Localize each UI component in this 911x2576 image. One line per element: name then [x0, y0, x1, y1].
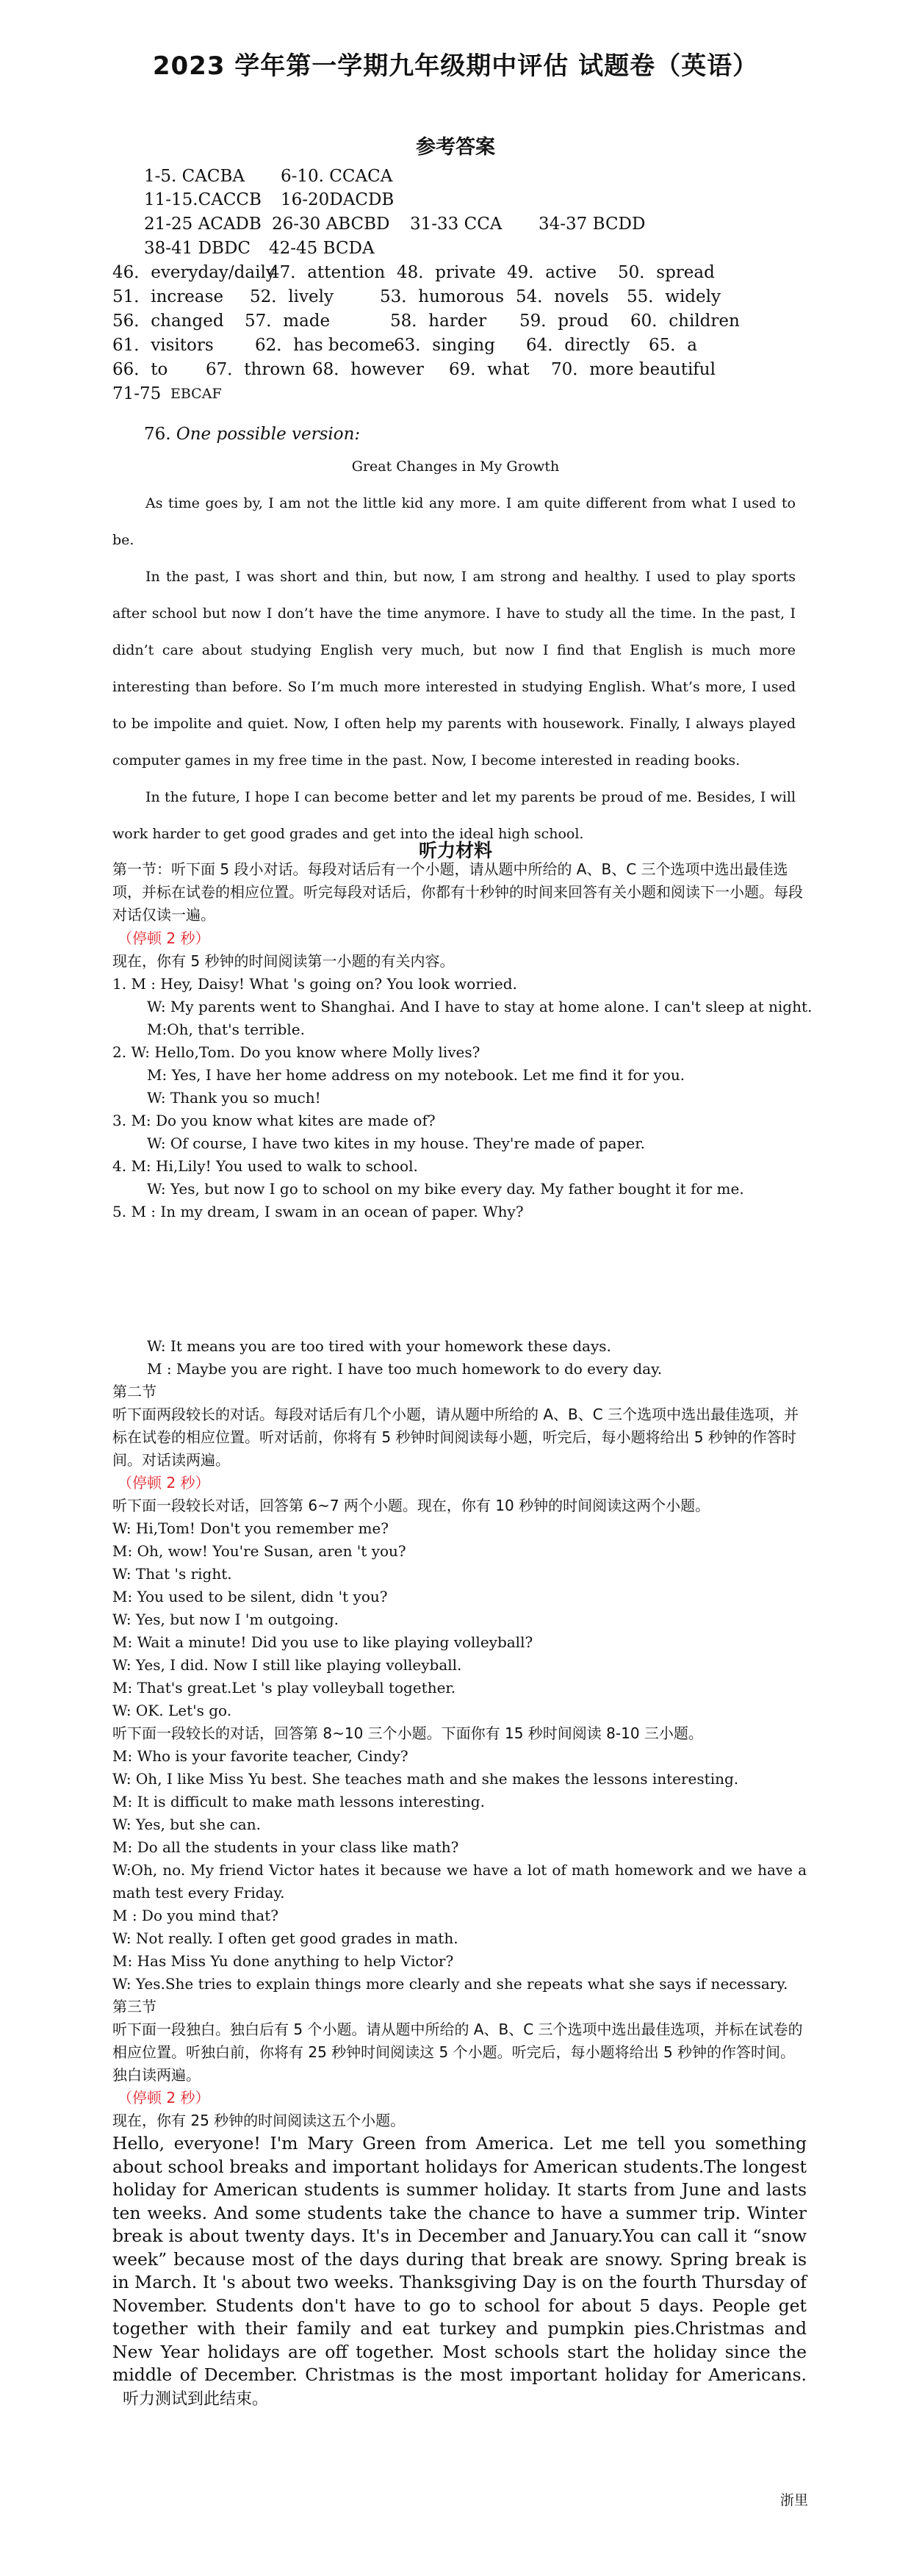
dialogue-line: W: Yes, I did. Now I still like playing volleyball. — [112, 1656, 462, 1674]
dialogue-line: W:Oh, no. My friend Victor hates it because we have a lot of math homework and we have a math test every Friday. — [112, 1861, 807, 1902]
dialogue-line: 4. M: Hi,Lily! You used to walk to school. — [112, 1157, 418, 1175]
section2-instructions: 听下面两段较长的对话。每段对话后有几个小题，请从题中所给的 A、B、C 三个选项中选出最佳选项，并标在试卷的相应位置。听对话前，你将有 5 秒钟时间阅读每小题，听完后，每小题将给出 5 秒钟的作答时间。对话读两遍。 — [112, 1406, 799, 1469]
essay-title: Great Changes in My Growth — [351, 458, 560, 475]
answers-heading: 参考答案 — [416, 136, 495, 159]
answer-key-row — [0, 212, 911, 236]
dialogue-line: 2. W: Hello,Tom. Do you know where Molly lives? — [112, 1043, 480, 1061]
answer-key-item: 11-15.CACCB — [144, 190, 262, 209]
dialogue-line: W: Thank you so much! — [147, 1089, 321, 1107]
section2-heading: 第二节 — [112, 1383, 156, 1400]
section3-read-prompt: 现在，你有 25 秒钟的时间阅读这五个小题。 — [112, 2112, 406, 2129]
answer-key-item: 70．more beautiful — [551, 360, 716, 379]
dialogue-line: M: You used to be silent, didn 't you? — [112, 1588, 388, 1605]
section3-instructions: 听下面一段独白。独白后有 5 个小题。请从题中所给的 A、B、C 三个选项中选出最佳选项，并标在试卷的相应位置。听独白前，你将有 25 秒钟时间阅读这 5 个小题。听完后，每小题将给出 5 秒钟的作答时间。独白读两遍。 — [112, 2021, 803, 2084]
answer-key-item: 48．private — [397, 263, 496, 282]
answer-key-row — [0, 237, 911, 260]
answer-key-row — [0, 285, 911, 309]
dialogue-line: W: My parents went to Shanghai. And I have to stay at home alone. I can't sleep at night. — [147, 998, 813, 1015]
answer-key-item: 42-45 BCDA — [269, 239, 375, 258]
pause-note: （停顿 2 秒） — [118, 2089, 210, 2107]
answer-key-row — [0, 334, 911, 357]
answer-key-row — [0, 165, 911, 188]
exam-title: 2023 学年第一学期九年级期中评估 试题卷（英语） — [152, 51, 759, 81]
answer-key-item: EBCAF — [170, 386, 222, 402]
answer-key-item: 64．directly — [526, 336, 630, 355]
essay-paragraph: In the past, I was short and thin, but now, I am strong and healthy. I used to play sports after school but now I don’t have the time anymore. I have to study all the time. In the past, I didn’t care about studying English very much, but now I find that English is much more interesting than before. So I’m much more interested in studying English. What’s more, I used to be impolite and quiet. Now, I often help my parents with housework. Finally, I always played computer games in my free time in the past. Now, I become interested in reading books. — [112, 569, 796, 769]
essay-label — [144, 425, 360, 444]
answer-key-item: 50．spread — [618, 263, 715, 282]
footer-watermark: 浙里 — [779, 2492, 808, 2508]
answer-key-row — [0, 382, 911, 406]
answer-key-item: 68．however — [312, 360, 424, 379]
answer-key-item: 62．has become — [255, 336, 395, 355]
answer-key-item: 53．humorous — [380, 287, 505, 306]
answer-key-row — [0, 261, 911, 284]
pause-note: （停顿 2 秒） — [118, 929, 210, 947]
answer-key-item: 54．novels — [516, 287, 609, 306]
answer-key-item: 59．proud — [519, 312, 609, 331]
monologue-text — [112, 2132, 807, 2411]
answer-key-item: 6-10. CCACA — [281, 167, 393, 186]
end-note: 听力测试到此结束。 — [123, 2389, 269, 2408]
pause-note: （停顿 2 秒） — [118, 1474, 210, 1492]
section3-heading: 第三节 — [112, 1998, 156, 2015]
answer-key-item: 31-33 CCA — [410, 215, 503, 234]
answer-key-item: 1-5. CACBA — [144, 167, 245, 186]
answer-key-row — [0, 358, 911, 381]
dialogue-line: M:Oh, that's terrible. — [147, 1021, 305, 1038]
dialogue-line: M : Maybe you are right. I have too much homework to do every day. — [147, 1360, 663, 1378]
answer-key-row — [0, 188, 911, 212]
answer-key-row — [0, 309, 911, 333]
dialogue-line: W: Yes, but now I go to school on my bike every day. My father bought it for me. — [147, 1180, 744, 1198]
answer-key-item: 55．widely — [627, 287, 721, 306]
answer-key-item: 21-25 ACADB — [144, 215, 262, 234]
answer-key-item: 67．thrown — [206, 360, 306, 379]
dialogue-line: M: Who is your favorite teacher, Cindy? — [112, 1747, 408, 1765]
dialogue-line: 1. M : Hey, Daisy! What 's going on? You look worried. — [112, 975, 517, 993]
dialogue-line: W: Yes, but she can. — [112, 1816, 261, 1833]
answer-key-item: 49．active — [507, 263, 597, 282]
essay-paragraph: In the future, I hope I can become better and let my parents be proud of me. Besides, I will work harder to get good grades and get into the ideal high school. — [112, 789, 796, 842]
answer-key-item: 71-75 — [112, 384, 162, 403]
answer-key-item: 34-37 BCDD — [539, 215, 646, 234]
dialogue-line: M: Has Miss Yu done anything to help Victor? — [112, 1952, 454, 1970]
listening-heading: 听力材料 — [418, 840, 492, 861]
dialogue-line: 3. M: Do you know what kites are made of? — [112, 1112, 436, 1129]
answer-key-item: 51．increase — [112, 287, 224, 306]
answer-key-item: 56．changed — [112, 312, 224, 331]
essay-body — [112, 485, 796, 852]
answer-key-item: 60．children — [630, 312, 740, 331]
dialogue-line: W: Yes.She tries to explain things more clearly and she repeats what she says if necessary. — [112, 1975, 788, 1993]
dialogue-line: W: OK. Let's go. — [112, 1702, 232, 1719]
dialogue-line: M: Wait a minute! Did you use to like playing volleyball? — [112, 1633, 533, 1651]
dialogue-line: W: Not really. I often get good grades in math. — [112, 1929, 458, 1947]
answer-key-item: 65．a — [649, 336, 697, 355]
answer-key-item: 66．to — [112, 360, 168, 379]
answer-key-item: 26-30 ABCBD — [272, 215, 390, 234]
dialogue-line: M : Do you mind that? — [112, 1907, 278, 1924]
essay-number: 76. — [144, 425, 171, 444]
section1-instructions: 第一节：听下面 5 段小对话。每段对话后有一个小题，请从题中所给的 A、B、C 三个选项中选出最佳选项，并标在试卷的相应位置。听完每段对话后，你都有十秒钟的时间来回答有关小题和阅读下一小题。每段对话仅读一遍。 — [112, 860, 803, 924]
dialogue-line: M: Yes, I have her home address on my notebook. Let me find it for you. — [147, 1066, 685, 1084]
essay-label-text: One possible version: — [176, 425, 361, 444]
dialogue-line: M: It is difficult to make math lessons interesting. — [112, 1793, 485, 1810]
answer-key-item: 16-20DACDB — [281, 190, 395, 209]
answer-key-item: 52．lively — [250, 287, 334, 306]
dialogue-line: M: Do all the students in your class like math? — [112, 1838, 459, 1856]
dialogue-line: M: Oh, wow! You're Susan, aren 't you? — [112, 1542, 406, 1560]
dialogue-line: W: That 's right. — [112, 1565, 232, 1583]
essay-paragraph: As time goes by, I am not the little kid any more. I am quite different from what I used to be. — [112, 495, 796, 548]
answer-key-item: 58．harder — [390, 312, 487, 331]
section1-read-prompt: 现在，你有 5 秒钟的时间阅读第一小题的有关内容。 — [112, 952, 455, 970]
answer-key-item: 47．attention — [269, 263, 386, 282]
dialogue-line: W: Hi,Tom! Don't you remember me? — [112, 1519, 389, 1537]
dialogue-line: W: Of course, I have two kites in my house. They're made of paper. — [147, 1134, 645, 1152]
conversation2-prompt: 听下面一段较长的对话，回答第 8~10 三个小题。下面你有 15 秒时间阅读 8-10 三小题。 — [112, 1724, 703, 1742]
answer-key-item: 46．everyday/daily — [112, 263, 276, 282]
answer-key-item: 38-41 DBDC — [144, 239, 251, 258]
dialogue-line: 5. M : In my dream, I swam in an ocean of paper. Why? — [112, 1203, 524, 1220]
dialogue-line: M: That's great.Let 's play volleyball together. — [112, 1679, 456, 1697]
dialogue-line: W: Yes, but now I 'm outgoing. — [112, 1611, 339, 1628]
answer-key-item: 57．made — [245, 312, 331, 331]
conversation1-prompt: 听下面一段较长对话，回答第 6~7 两个小题。现在，你有 10 秒钟的时间阅读这两个小题。 — [112, 1497, 710, 1514]
dialogue-line: W: It means you are too tired with your homework these days. — [147, 1337, 611, 1355]
dialogue-line: W: Oh, I like Miss Yu best. She teaches math and she makes the lessons interesting. — [112, 1770, 739, 1788]
answer-key-item: 69．what — [449, 360, 530, 379]
monologue-body: Hello, everyone! I'm Mary Green from America. Let me tell you something about school breaks and important holidays for American students.The longest holiday for American students is summer holiday. It starts from June and lasts ten weeks. And some students take the chance to have a summer trip. Winter break is about twenty days. It's in December and January.You can call it “snow week” because most of the days during that break are snowy. Spring break is in March. It 's about two weeks. Thanksgiving Day is on the fourth Thursday of November. Students don't have to go to school for about 5 days. People get together with their family and eat turkey and pumpkin pies.Christmas and New Year holidays are off together. Most schools start the holiday since the middle of December. Christmas is the most important holiday for Americans. — [112, 2133, 807, 2385]
answer-key-item: 61．visitors — [112, 336, 214, 355]
answer-key-item: 63．singing — [394, 336, 495, 355]
